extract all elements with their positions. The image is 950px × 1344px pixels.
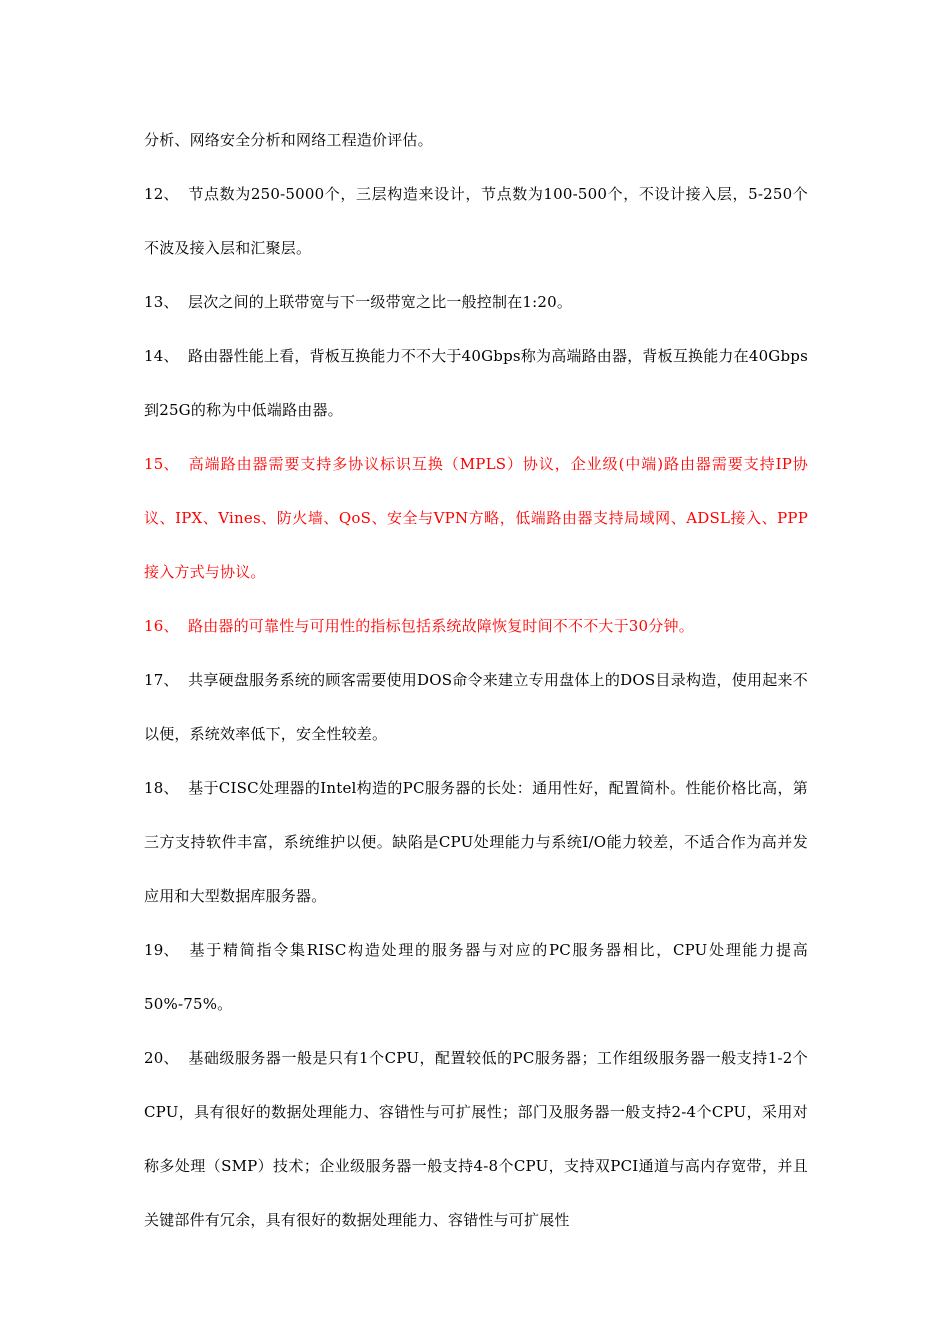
paragraph-16: [144, 599, 808, 653]
paragraph-text: 高端路由器需要支持多协议标识互换（MPLS）协议，企业级(中端)路由器需要支持IP协议、IPX、Vines、防火墙、QoS、安全与VPN方略，低端路由器支持局域网、ADSL接入、PPP接入方式与协议。: [144, 455, 808, 581]
paragraph-text: 分析、网络安全分析和网络工程造价评估。: [144, 131, 433, 149]
paragraph-number: 19、: [144, 941, 179, 959]
paragraph-number: 15、: [144, 455, 179, 473]
paragraph-17: [144, 653, 808, 761]
paragraph-15: [144, 437, 808, 599]
paragraph-text: 基于精简指令集RISC构造处理的服务器与对应的PC服务器相比，CPU处理能力提高50%-75%。: [144, 941, 808, 1013]
paragraph-13: [144, 275, 808, 329]
paragraph-number: 20、: [144, 1049, 179, 1067]
paragraph-text: 节点数为250-5000个，三层构造来设计，节点数为100-500个，不设计接入层，5-250个不波及接入层和汇聚层。: [144, 185, 808, 257]
paragraph-number: 14、: [144, 347, 179, 365]
paragraph-20: [144, 1031, 808, 1247]
paragraph-text: 共享硬盘服务系统的顾客需要使用DOS命令来建立专用盘体上的DOS目录构造，使用起来不以便，系统效率低下，安全性较差。: [144, 671, 808, 743]
paragraph-text: 层次之间的上联带宽与下一级带宽之比一般控制在1:20。: [188, 293, 573, 311]
document-body: [144, 113, 808, 1247]
paragraph-number: 13、: [144, 293, 179, 311]
paragraph-number: 12、: [144, 185, 179, 203]
paragraph-number: 17、: [144, 671, 179, 689]
paragraph-18: [144, 761, 808, 923]
paragraph-number: 16、: [144, 617, 179, 635]
paragraph-19: [144, 923, 808, 1031]
paragraph-text: 基于CISC处理器的Intel构造的PC服务器的长处：通用性好，配置简朴。性能价格比高，第三方支持软件丰富，系统维护以便。缺陷是CPU处理能力与系统I/O能力较差，不适合作为高并发应用和大型数据库服务器。: [144, 779, 808, 905]
paragraph-0: [144, 113, 808, 167]
paragraph-text: 路由器性能上看，背板互换能力不不大于40Gbps称为高端路由器，背板互换能力在40Gbps到25G的称为中低端路由器。: [144, 347, 808, 419]
paragraph-text: 路由器的可靠性与可用性的指标包括系统故障恢复时间不不不大于30分钟。: [188, 617, 694, 635]
paragraph-12: [144, 167, 808, 275]
paragraph-text: 基础级服务器一般是只有1个CPU，配置较低的PC服务器；工作组级服务器一般支持1-2个CPU，具有很好的数据处理能力、容错性与可扩展性；部门及服务器一般支持2-4个CPU，采用对称多处理（SMP）技术；企业级服务器一般支持4-8个CPU，支持双PCI通道与高内存宽带，并且关键部件有冗余，具有很好的数据处理能力、容错性与可扩展性: [144, 1049, 808, 1229]
paragraph-14: [144, 329, 808, 437]
paragraph-number: 18、: [144, 779, 179, 797]
